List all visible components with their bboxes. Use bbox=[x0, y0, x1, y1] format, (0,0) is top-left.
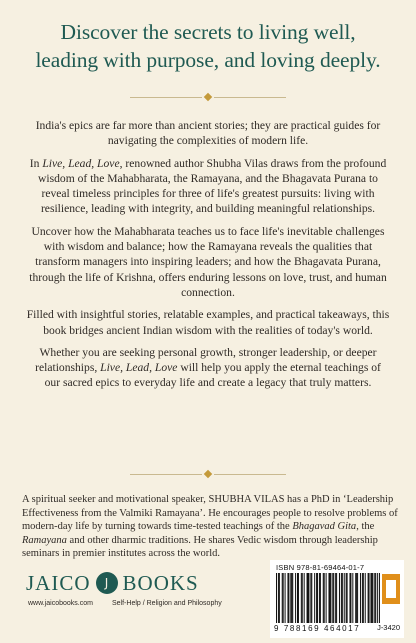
blurb-paragraph-3: Uncover how the Mahabharata teaches us to face life's inevitable challenges with wisdom and balance; how the Ramayana reveals the qualities that transform managers into inspiring leaders; and how the Bhagavata Purana, through the life of Krishna, offers enduring lessons on love, trust, and human connection. bbox=[29, 224, 387, 299]
publisher-url: www.jaicobooks.com bbox=[28, 600, 93, 607]
ornament-divider-bottom bbox=[130, 470, 286, 480]
blurb-paragraph-2 bbox=[26, 156, 390, 217]
text-title: Ramayana bbox=[22, 534, 67, 546]
publisher-logo-icon: J bbox=[96, 572, 118, 594]
text-run: Whether you are seeking personal growth, stronger leadership, or deeper relationships, bbox=[35, 345, 377, 375]
text-run: A spiritual seeker and motivational speaker, SHUBHA VILAS has a PhD in ‘Leadership Effectiveness from the Valmiki Ramayana’. He encourages people to resolve problems of modern-day life by turning towards time-tested teachings of the bbox=[22, 494, 398, 533]
barcode-panel bbox=[270, 560, 404, 638]
text-run: , the bbox=[356, 521, 375, 533]
divider-line bbox=[214, 474, 286, 475]
headline-line-1: Discover the secrets to living well, bbox=[60, 20, 356, 44]
diamond-icon bbox=[204, 93, 212, 101]
publisher-name-right: BOOKS bbox=[122, 570, 199, 595]
publisher-logo-row bbox=[26, 568, 199, 598]
author-bio bbox=[22, 493, 398, 561]
blurb-paragraph-1: India's epics are far more than ancient stories; they are practical guides for navigating the complexities of modern life. bbox=[35, 119, 381, 148]
divider-line bbox=[130, 97, 202, 98]
text-run: In bbox=[29, 156, 43, 170]
price-badge-icon bbox=[382, 574, 400, 604]
blurb-paragraph-4: Filled with insightful stories, relatable examples, and practical takeaways, this book bridges ancient Indian wisdom with the realities of today's world. bbox=[26, 308, 390, 337]
blurb-paragraph-5 bbox=[26, 345, 390, 391]
headline-line-2: leading with purpose, and loving deeply. bbox=[35, 48, 381, 72]
barcode-number: 9 788169 464017 bbox=[274, 624, 361, 633]
blurb bbox=[26, 118, 390, 391]
book-title: Live, Lead, Love bbox=[100, 361, 178, 375]
bio-paragraph bbox=[22, 493, 398, 561]
book-title: Live, Lead, Love bbox=[42, 156, 120, 170]
book-category: Self-Help / Religion and Philosophy bbox=[112, 600, 222, 607]
publisher-block bbox=[26, 568, 256, 618]
headline bbox=[0, 18, 416, 74]
text-run: will help you apply the eternal teachings of our sacred epics to everyday life and create a legacy that truly matters. bbox=[44, 361, 381, 390]
divider-line bbox=[130, 474, 202, 475]
diamond-icon bbox=[204, 470, 212, 478]
publisher-name-left: JAICO bbox=[26, 570, 91, 595]
divider-line bbox=[214, 97, 286, 98]
text-title: Bhagavad Gita bbox=[292, 521, 357, 533]
barcode-icon bbox=[276, 573, 380, 623]
text-run: and other dharmic traditions. He shares Vedic wisdom through leadership seminars in premier institutes across the world. bbox=[22, 534, 378, 560]
ornament-divider-top bbox=[130, 93, 286, 103]
text-run: , renowned author Shubha Vilas draws from the profound wisdom of the Mahabharata, the Ramayana, and the Bhagavata Purana to reveal timeless principles for three of life's greatest pursuits: living with resilience, leading with integrity, and building meaningful relationships. bbox=[38, 156, 387, 216]
isbn-label: ISBN 978-81-69464-01-7 bbox=[276, 563, 365, 572]
job-code: J-3420 bbox=[377, 623, 400, 632]
